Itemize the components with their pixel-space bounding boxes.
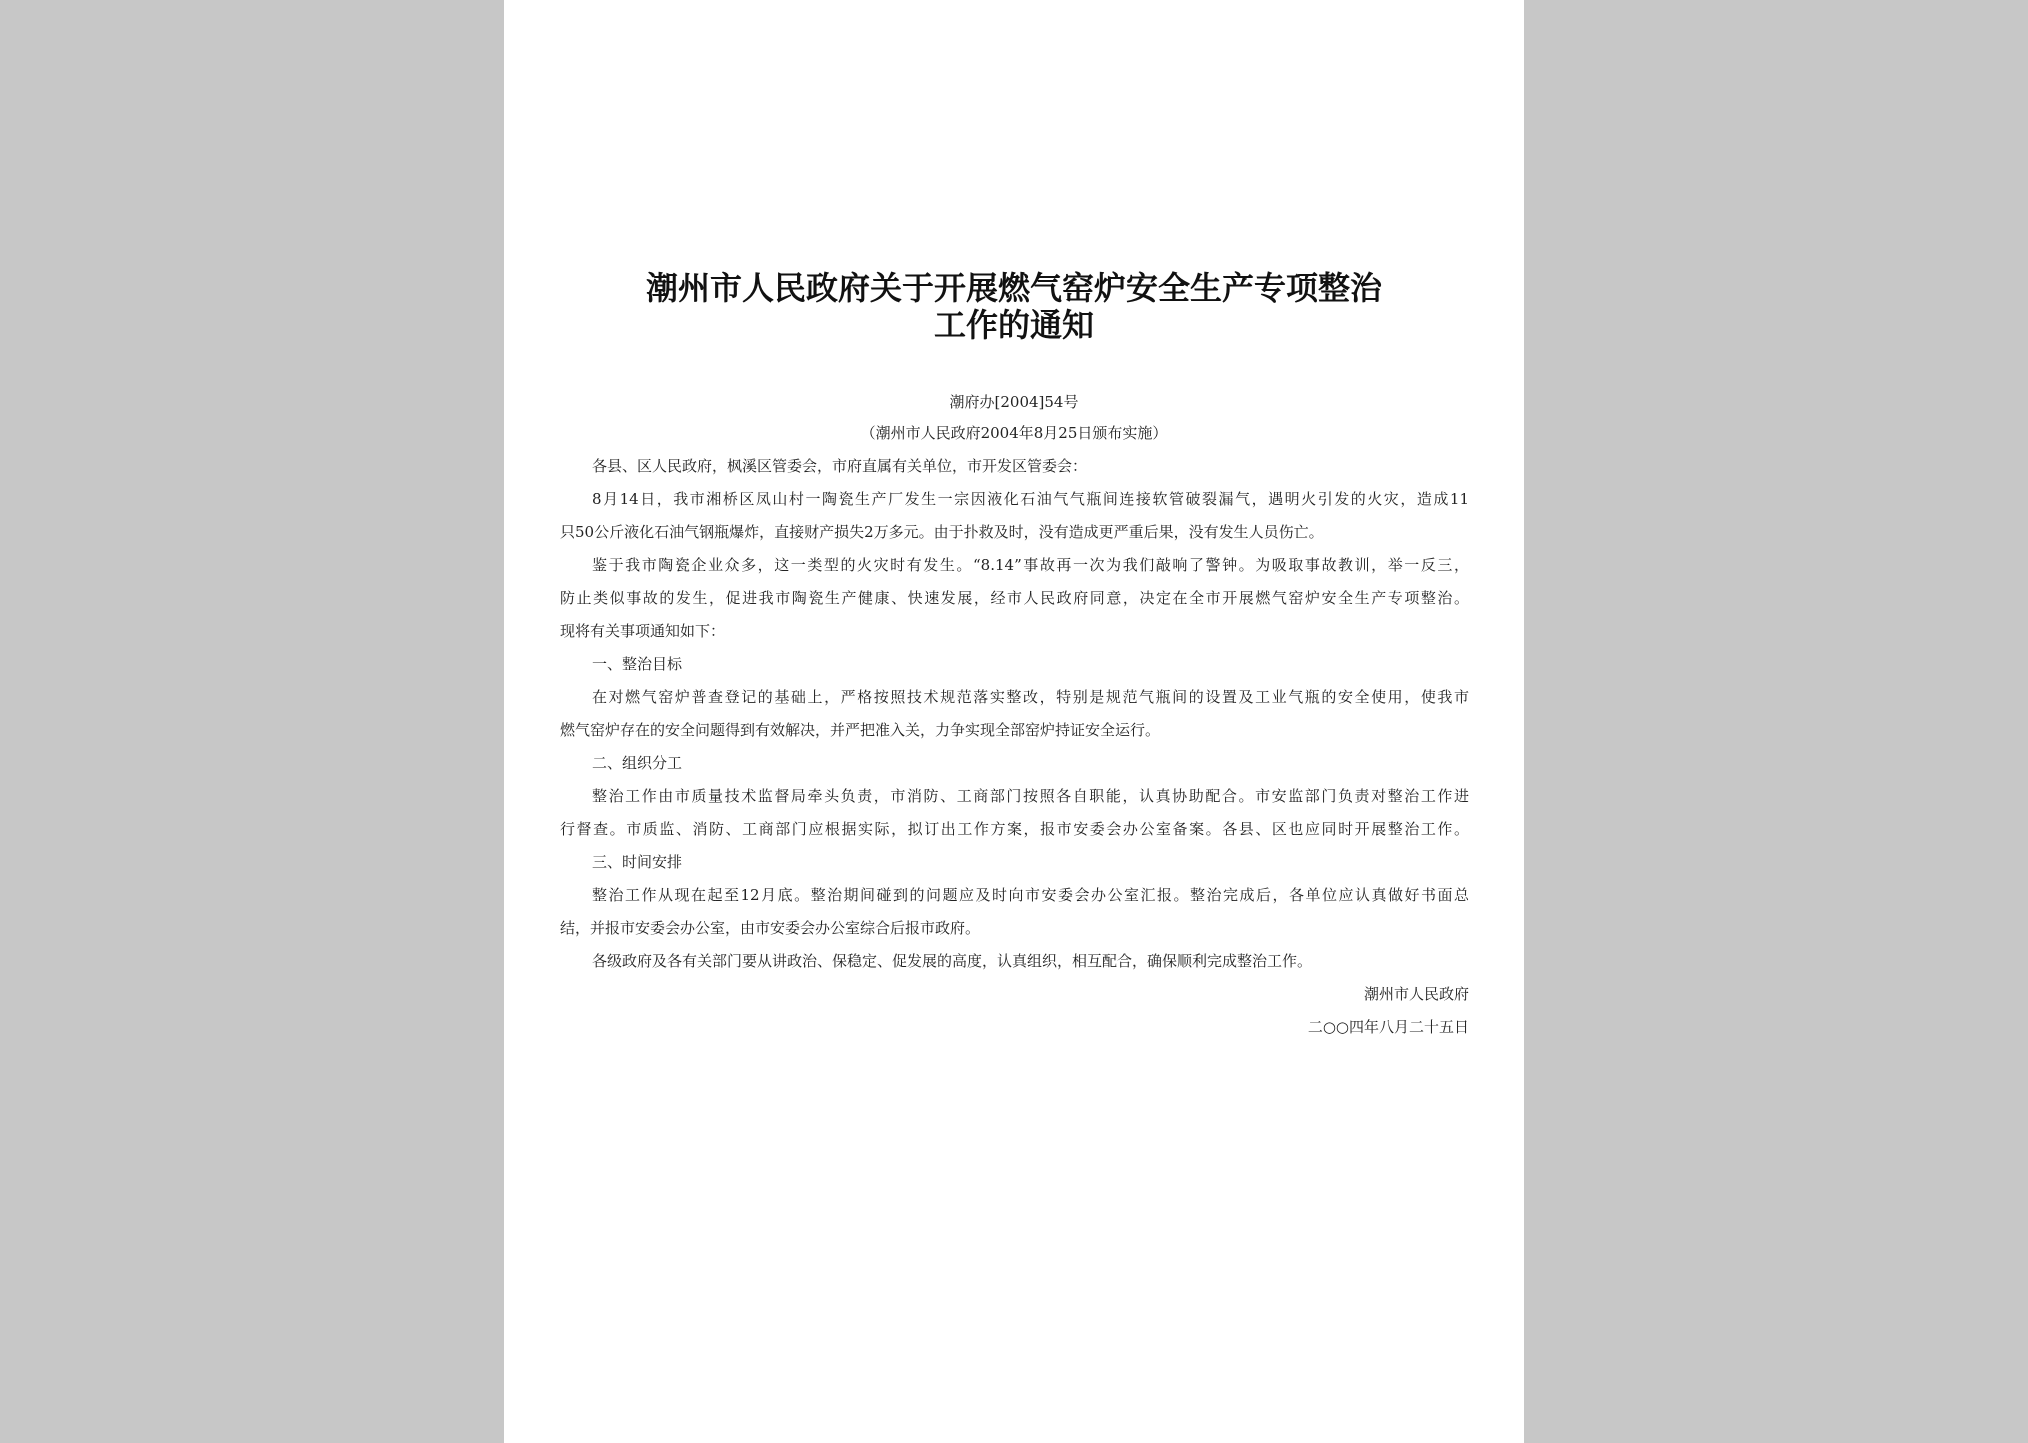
document-page <box>504 0 1524 1443</box>
section-1-line-2: 燃气窑炉存在的安全问题得到有效解决，并严把准入关，力争实现全部窑炉持证安全运行。 <box>560 721 1161 739</box>
document-title-line-2: 工作的通知 <box>933 306 1094 344</box>
paragraph-1-line-1: 8月14日，我市湘桥区凤山村一陶瓷生产厂发生一宗因液化石油气气瓶间连接软管破裂漏气，遇明火引发的火灾，造成11 <box>592 490 1469 508</box>
signature: 潮州市人民政府 <box>1363 985 1469 1003</box>
document-date: 二○○四年八月二十五日 <box>1307 1018 1469 1036</box>
section-2-line-1: 整治工作由市质量技术监督局牵头负责，市消防、工商部门按照各自职能，认真协助配合。市安监部门负责对整治工作进 <box>592 787 1469 805</box>
section-2-heading: 二、组织分工 <box>592 754 683 772</box>
paragraph-2-line-2: 防止类似事故的发生，促进我市陶瓷生产健康、快速发展，经市人民政府同意，决定在全市开展燃气窑炉安全生产专项整治。 <box>560 589 1469 607</box>
section-1-heading: 一、整治目标 <box>592 655 683 673</box>
paragraph-1-line-2: 只50公斤液化石油气钢瓶爆炸，直接财产损失2万多元。由于扑救及时，没有造成更严重后果，没有发生人员伤亡。 <box>560 523 1324 541</box>
addressee-line: 各县、区人民政府，枫溪区管委会，市府直属有关单位，市开发区管委会： <box>592 457 1088 475</box>
closing-paragraph: 各级政府及各有关部门要从讲政治、保稳定、促发展的高度，认真组织，相互配合，确保顺利完成整治工作。 <box>592 952 1313 970</box>
section-3-heading: 三、时间安排 <box>592 853 683 871</box>
document-number: 潮府办[2004]54号 <box>949 393 1079 411</box>
document-title-line-1: 潮州市人民政府关于开展燃气窑炉安全生产专项整治 <box>645 269 1382 307</box>
section-3-line-2: 结，并报市安委会办公室，由市安委会办公室综合后报市政府。 <box>560 919 981 937</box>
section-1-line-1: 在对燃气窑炉普查登记的基础上，严格按照技术规范落实整改，特别是规范气瓶间的设置及工业气瓶的安全使用，使我市 <box>592 688 1469 706</box>
issue-note: （潮州市人民政府2004年8月25日颁布实施） <box>860 424 1168 442</box>
section-2-line-2: 行督查。市质监、消防、工商部门应根据实际，拟订出工作方案，报市安委会办公室备案。各县、区也应同时开展整治工作。 <box>560 820 1469 838</box>
paragraph-2-line-1: 鉴于我市陶瓷企业众多，这一类型的火灾时有发生。“8.14”事故再一次为我们敲响了警钟。为吸取事故教训，举一反三， <box>592 556 1469 574</box>
paragraph-2-line-3: 现将有关事项通知如下： <box>560 622 726 640</box>
section-3-line-1: 整治工作从现在起至12月底。整治期间碰到的问题应及时向市安委会办公室汇报。整治完成后，各单位应认真做好书面总 <box>592 886 1469 904</box>
